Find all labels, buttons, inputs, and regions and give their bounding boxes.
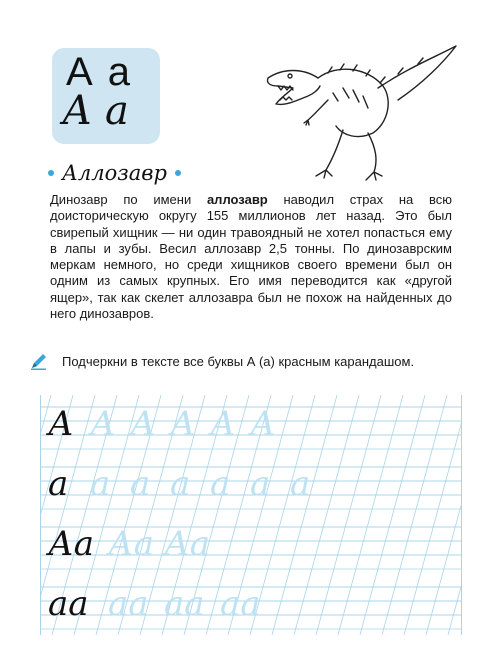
trace-letter: аа	[164, 584, 205, 624]
trace-letter: а	[90, 464, 111, 504]
trace-letter: А	[210, 404, 236, 444]
slant-line	[426, 395, 462, 635]
story-paragraph	[50, 192, 452, 322]
script-letters: А а	[62, 88, 129, 134]
print-letters: А а	[66, 50, 133, 94]
trace-letter: а	[210, 464, 231, 504]
dinosaur-illustration	[258, 38, 458, 188]
trace-letter: аа	[220, 584, 261, 624]
sample-letter: аа	[48, 584, 89, 624]
slant-line	[338, 395, 403, 635]
trace-letter: А	[170, 404, 196, 444]
bold-keyword: аллозавр	[206, 192, 268, 207]
slant-line	[360, 395, 425, 635]
slant-line	[404, 395, 462, 635]
trace-letter: А	[130, 404, 156, 444]
trace-letter: а	[130, 464, 151, 504]
trace-letter: Аа	[164, 524, 211, 564]
trace-letter: а	[170, 464, 191, 504]
task-instruction: Подчеркни в тексте все буквы А (а) красным карандашом.	[62, 354, 415, 369]
slant-line	[272, 395, 337, 635]
bullet-dot	[48, 170, 54, 176]
sample-letter: а	[48, 464, 69, 504]
heading-text: Аллозавр	[62, 161, 167, 185]
paragraph-text: Динозавр по имени	[50, 192, 207, 207]
trace-letter: а	[290, 464, 311, 504]
sample-letter: Аа	[48, 524, 95, 564]
slant-line	[448, 395, 462, 635]
trace-letter: А	[90, 404, 116, 444]
trace-letter: А	[250, 404, 276, 444]
trace-letter: а	[250, 464, 271, 504]
pencil-icon	[30, 352, 48, 370]
section-heading	[48, 160, 181, 186]
trace-letter: Аа	[108, 524, 155, 564]
handwriting-practice-grid	[40, 395, 462, 635]
slant-line	[316, 395, 381, 635]
slant-line	[294, 395, 359, 635]
bullet-dot	[175, 170, 181, 176]
slant-line	[382, 395, 447, 635]
sample-letter: А	[48, 404, 74, 444]
paragraph-text-continued: наводил страх на всю доисторическую округу 155 миллионов лет назад. Это был свирепый хищник — ни один травоядный не хотел попасться ему в лапы и зубы. Весил аллозавр 2,5 тонны. По динозаврским меркам немного, но среди хищников своего времени был он одним из самых крупных. Его имя переводится как «другой ящер», так как скелет аллозавра был не похож на найденных до него динозавров.	[50, 192, 453, 322]
trace-letter: аа	[108, 584, 149, 624]
